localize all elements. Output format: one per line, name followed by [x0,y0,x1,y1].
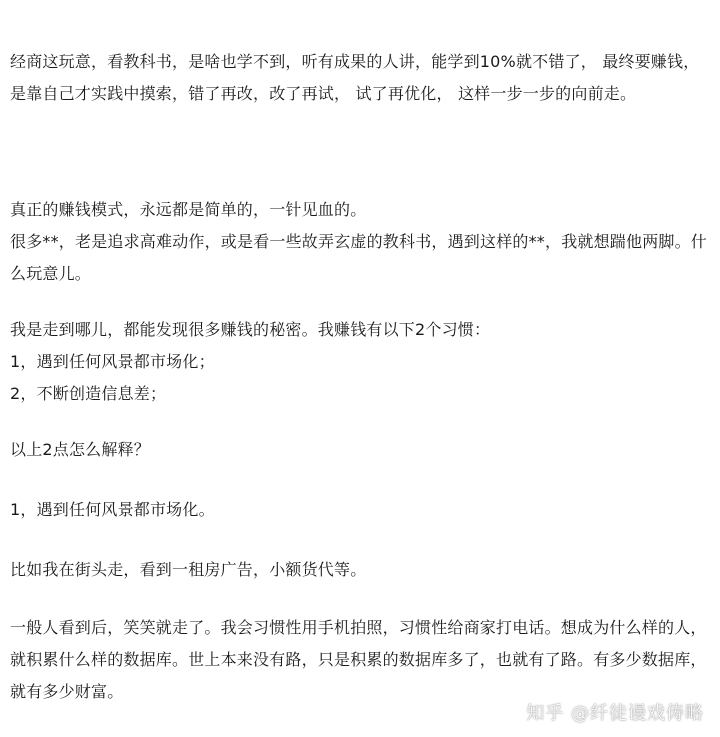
paragraph-final: 一般人看到后，笑笑就走了。我会习惯性用手机拍照，习惯性给商家打电话。想成为什么样的人，就积累什么样的数据库。世上本来没有路，只是积累的数据库多了，也就有了路。有多少数据库，就有多少财富。 [10,618,707,701]
paragraph-example: 比如我在街头走，看到一租房广告，小额货代等。 [10,560,367,579]
paragraph-2: 真正的赚钱模式，永远都是简单的，一针见血的。 [10,200,367,219]
list-item-2: 2，不断创造信息差； [10,384,167,403]
paragraph-1: 经商这玩意，看教科书，是啥也学不到，听有成果的人讲，能学到10%就不错了， 最终要赚钱，是靠自己才实践中摸索，错了再改，改了再试， 试了再优化， 这样一步一步的向前走。 [10,52,700,103]
paragraph-4: 我是走到哪儿，都能发现很多赚钱的秘密。我赚钱有以下2个习惯： [10,320,491,339]
paragraph-3: 很多**，老是追求高难动作，或是看一些故弄玄虚的教科书，遇到这样的**，我就想踹他两脚。什么玩意儿。 [10,232,708,283]
paragraph-question: 以上2点怎么解释？ [10,440,150,459]
list-item-1: 1，遇到任何风景都市场化； [10,352,215,371]
zhihu-watermark: 知乎 @纤徒谩戏俦略 [526,703,704,724]
paragraph-point-1: 1，遇到任何风景都市场化。 [10,500,215,519]
